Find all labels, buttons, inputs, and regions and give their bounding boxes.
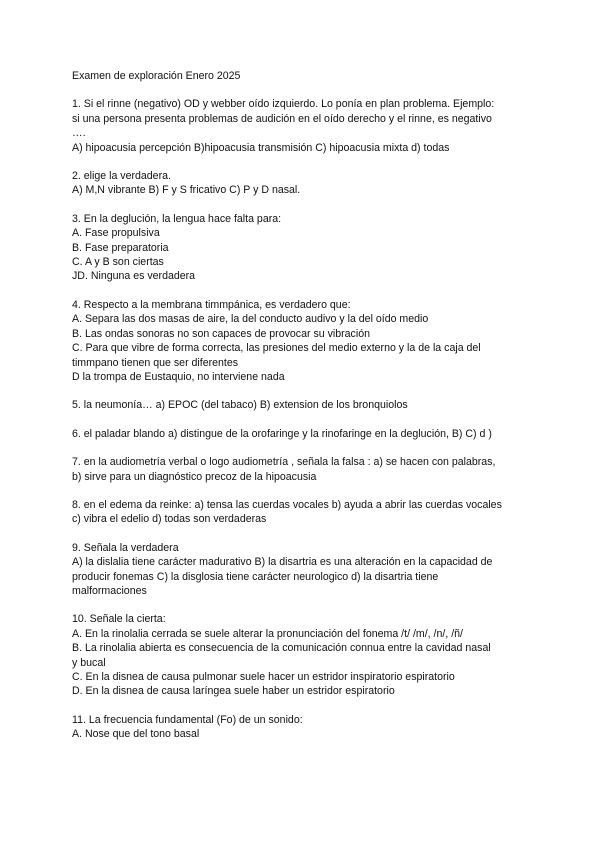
question-line: 3. En la deglución, la lengua hace falta para:	[72, 212, 282, 225]
question-7	[72, 455, 560, 484]
question-line: 10. Señale la cierta:	[72, 613, 166, 626]
question-line: B. Las ondas sonoras no son capaces de provocar su vibración	[72, 327, 370, 340]
question-10	[72, 612, 560, 698]
question-line: 9. Señala la verdadera	[72, 541, 179, 554]
question-line: JD. Ninguna es verdadera	[72, 270, 196, 283]
question-1	[72, 97, 560, 155]
question-4	[72, 298, 560, 384]
question-line: b) sirve para un diagnóstico precoz de la hipoacusia	[72, 470, 317, 483]
question-line: 1. Si el rinne (negativo) OD y webber oído izquierdo. Lo ponía en plan problema. Ejemplo:	[72, 98, 495, 111]
question-line: 5. la neumonía… a) EPOC (del tabaco) B) extension de los bronquiolos	[72, 399, 408, 412]
question-line: D. En la disnea de causa laríngea suele haber un estridor espiratorio	[72, 685, 395, 698]
question-line: 2. elige la verdadera.	[72, 170, 171, 183]
question-line: C. Para que vibre de forma correcta, las presiones del medio externo y la de la caja del	[72, 342, 481, 355]
question-line: A) la dislalia tiene carácter madurativo B) la disartria es una alteración en la capacidad de	[72, 556, 493, 569]
question-8	[72, 498, 560, 527]
question-line: 6. el paladar blando a) distingue de la orofaringe y la rinofaringe en la deglución, B) C) d )	[72, 427, 492, 440]
question-line: A. Separa las dos masas de aire, la del conducto audivo y la del oído medio	[72, 313, 429, 326]
question-line: 11. La frecuencia fundamental (Fo) de un sonido:	[72, 713, 303, 726]
question-3	[72, 212, 560, 284]
question-line: producir fonemas C) la disglosia tiene carácter neurologico d) la disartria tiene	[72, 570, 439, 583]
question-line: timmpano tienen que ser diferentes	[72, 356, 239, 369]
question-2	[72, 169, 560, 198]
question-line: A. Nose que del tono basal	[72, 728, 200, 741]
question-line: A. En la rinolalia cerrada se suele alterar la pronunciación del fonema /t/ /m/, /n/, /ñ/	[72, 627, 463, 640]
question-line: C. En la disnea de causa pulmonar suele hacer un estridor inspiratorio espiratorio	[72, 671, 455, 683]
question-line: 4. Respecto a la membrana timmpánica, es verdadero que:	[72, 298, 351, 311]
question-line: si una persona presenta problemas de audición en el oído derecho y el rinne, es negativo	[72, 112, 492, 125]
question-line: D la trompa de Eustaquio, no interviene nada	[72, 370, 285, 383]
question-line: 7. en la audiometría verbal o logo audiometría , señala la falsa : a) se hacen con palabras,	[72, 456, 496, 469]
question-line: C. A y B son ciertas	[72, 256, 164, 269]
question-9	[72, 541, 560, 599]
question-list	[72, 97, 560, 741]
document-title: Examen de exploración Enero 2025	[72, 70, 241, 82]
question-line: B. Fase preparatoria	[72, 241, 169, 254]
question-line: A) M,N vibrante B) F y S fricativo C) P y D nasal.	[72, 184, 301, 197]
question-5	[72, 398, 560, 412]
question-line: ….	[72, 127, 86, 140]
question-line: 8. en el edema da reinke: a) tensa las cuerdas vocales b) ayuda a abrir las cuerdas vocales	[72, 498, 502, 511]
question-line: c) vibra el edelio d) todas son verdaderas	[72, 513, 267, 526]
question-6	[72, 427, 560, 441]
question-line: malformaciones	[72, 584, 147, 597]
question-11	[72, 713, 560, 742]
question-line: B. La rinolalia abierta es consecuencia de la comunicación connua entre la cavidad nasal	[72, 642, 491, 655]
question-line: A. Fase propulsiva	[72, 227, 160, 240]
question-line: y bucal	[72, 656, 106, 669]
question-line: A) hipoacusia percepción B)hipoacusia transmisión C) hipoacusia mixta d) todas	[72, 141, 450, 154]
